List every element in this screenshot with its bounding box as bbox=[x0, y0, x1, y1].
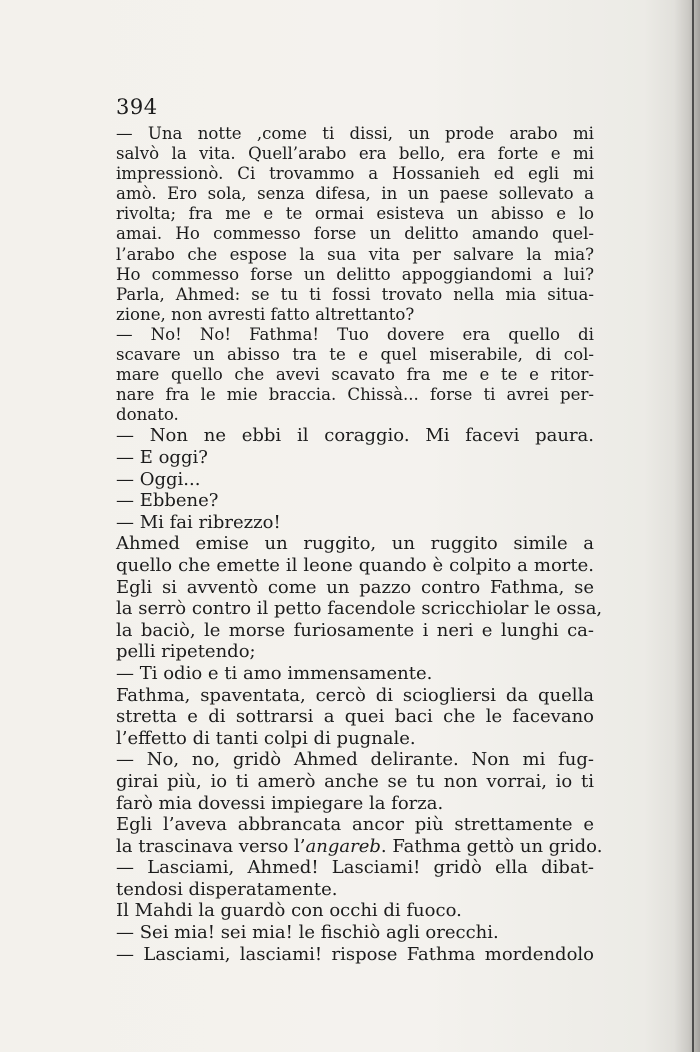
text-line: rivolta; fra me e te ormai esisteva un abisso e lo bbox=[116, 204, 594, 224]
text-line: — Mi fai ribrezzo! bbox=[116, 511, 281, 533]
page-gutter-shadow bbox=[674, 0, 700, 1052]
text-line: — Ebbene? bbox=[116, 490, 219, 512]
text-line: Parla, Ahmed: se tu ti fossi trovato nella mia situa- bbox=[116, 284, 594, 304]
text-line: Fathma, spaventata, cercò di sciogliersi da quella bbox=[116, 684, 594, 706]
text-line: mare quello che avevi scavato fra me e te e ritor- bbox=[116, 365, 594, 385]
text-line: scavare un abisso tra te e quel miserabile, di col- bbox=[116, 345, 594, 365]
text-line: la baciò, le morse furiosamente i neri e lunghi ca- bbox=[116, 619, 594, 641]
text-line: — No! No! Fathma! Tuo dovere era quello di bbox=[116, 324, 594, 344]
text-line: Egli l’aveva abbrancata ancor più strettamente e bbox=[116, 814, 594, 836]
text-line: amò. Ero sola, senza difesa, in un paese sollevato a bbox=[116, 184, 594, 204]
text-line: Il Mahdi la guardò con occhi di fuoco. bbox=[116, 900, 462, 922]
text-line: — No, no, gridò Ahmed delirante. Non mi fug- bbox=[116, 749, 594, 771]
page-number: 394 bbox=[116, 95, 158, 119]
text-line: l’effetto di tanti colpi di pugnale. bbox=[116, 727, 416, 749]
text-line: — Lasciami, lasciami! rispose Fathma mordendolo bbox=[116, 943, 594, 965]
text-line bbox=[116, 835, 603, 858]
text-line: donato. bbox=[116, 405, 179, 425]
text-line: Ahmed emise un ruggito, un ruggito simile a bbox=[116, 533, 594, 555]
text-line: — Una notte ,come ti dissi, un prode arabo mi bbox=[116, 124, 594, 143]
text-line: quello che emette il leone quando è colpito a morte. bbox=[116, 554, 594, 576]
body-text bbox=[116, 124, 603, 965]
text-line: Ho commesso forse un delitto appoggiandomi a lui? bbox=[116, 264, 594, 284]
page-edge-line bbox=[692, 0, 694, 1052]
text-line: nare fra le mie braccia. Chissà... forse ti avrei per- bbox=[116, 385, 594, 405]
text-line: l’arabo che espose la sua vita per salvare la mia? bbox=[116, 244, 594, 264]
text-segment: la trascinava verso l’ bbox=[116, 835, 306, 857]
text-line: la serrò contro il petto facendole scricchiolar le ossa, bbox=[116, 598, 603, 620]
text-line: tendosi disperatamente. bbox=[116, 878, 338, 900]
text-line: salvò la vita. Quell’arabo era bello, era forte e mi bbox=[116, 144, 594, 164]
text-line: — Sei mia! sei mia! le fischiò agli orecchi. bbox=[116, 922, 499, 944]
text-line: — Lasciami, Ahmed! Lasciami! gridò ella dibat- bbox=[116, 857, 594, 879]
text-segment: . Fathma gettò un grido. bbox=[380, 835, 603, 857]
italic-word: angareb bbox=[305, 835, 381, 857]
text-line: impressionò. Ci trovammo a Hossanieh ed egli mi bbox=[116, 164, 594, 184]
text-line: Egli si avventò come un pazzo contro Fathma, se bbox=[116, 576, 594, 598]
text-line: — Oggi... bbox=[116, 468, 201, 490]
text-line: amai. Ho commesso forse un delitto amando quel- bbox=[116, 224, 594, 244]
text-line: farò mia dovessi impiegare la forza. bbox=[116, 792, 444, 814]
text-line: — Ti odio e ti amo immensamente. bbox=[116, 662, 433, 684]
text-line: stretta e di sottrarsi a quei baci che le facevano bbox=[116, 706, 594, 728]
text-line: — E oggi? bbox=[116, 447, 208, 468]
text-line: — Non ne ebbi il coraggio. Mi facevi paura. bbox=[116, 425, 594, 447]
text-line: pelli ripetendo; bbox=[116, 641, 256, 663]
text-line: girai più, io ti amerò anche se tu non vorrai, io ti bbox=[116, 770, 594, 792]
text-line: zione, non avresti fatto altrettanto? bbox=[116, 304, 415, 324]
